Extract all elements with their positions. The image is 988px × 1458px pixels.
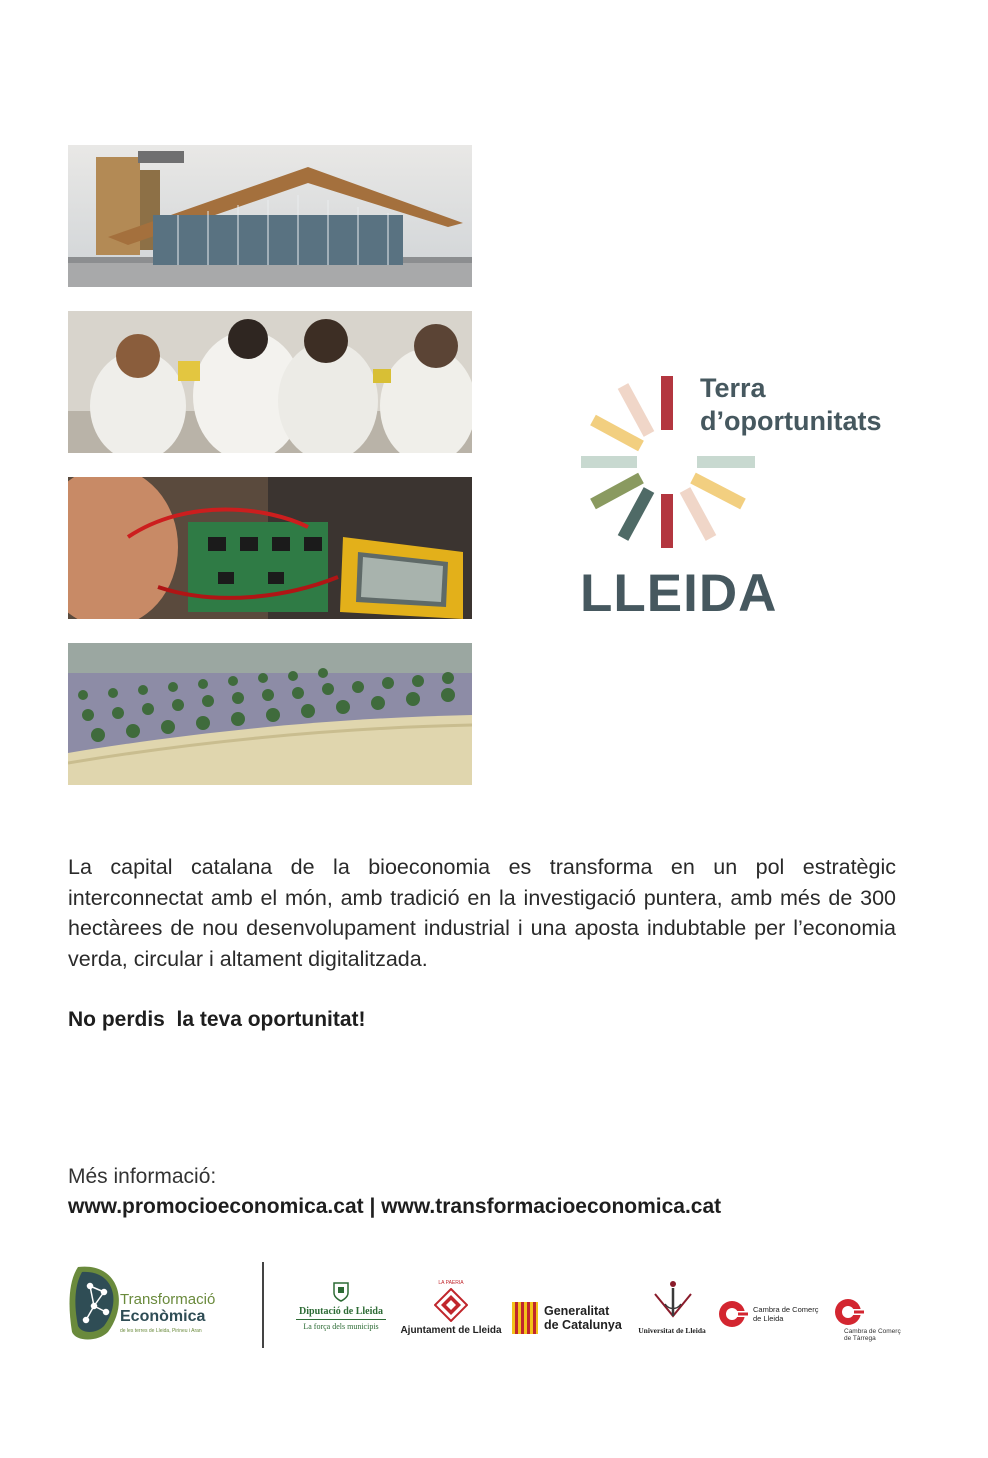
brand-name: LLEIDA [580,564,778,623]
ajuntament-lleida-logo [398,1280,506,1340]
call-to-action: No perdis la teva oportunitat! [68,1008,366,1031]
transformacio-line-3: de les terres de Lleida, Pirineu i Aran [120,1328,202,1334]
cambra-c-icon [718,1300,748,1328]
ajuntament-top: LA PAERIA [438,1280,464,1286]
cambra-tarrega-line-1: Cambra de Comerç [844,1328,901,1335]
tagline-line-2: d’oportunitats [700,406,882,436]
ajuntament-title: Ajuntament de Lleida [400,1325,502,1336]
more-info-links [68,1195,721,1219]
brand-tagline [700,372,881,438]
transformacio-link[interactable]: www.transformacioeconomica.cat [381,1195,722,1218]
generalitat-logo [512,1302,637,1336]
tagline-line-1: Terra [700,373,766,403]
cambra-tarrega-line-2: de Tàrrega [844,1335,876,1342]
universitat-lleida-logo [636,1280,710,1340]
senyera-icon [512,1302,538,1334]
airport-photo [68,145,472,287]
vineyard-photo [68,643,472,785]
diputacio-rule [296,1319,386,1320]
laboratory-photo [68,311,472,453]
transformacio-line-2: Econòmica [120,1308,206,1325]
cambra-c-icon [834,1298,864,1326]
logo-divider [262,1262,264,1348]
transformacio-line-1: Transformació [120,1291,216,1308]
link-separator: | [363,1195,382,1218]
university-emblem-icon [651,1280,695,1322]
cambra-lleida-line-2: de Lleida [753,1314,784,1323]
coat-of-arms-icon [333,1282,349,1302]
generalitat-line-1: Generalitat [544,1304,610,1318]
universitat-title: Universitat de Lleida [638,1326,706,1335]
more-info-label: Més informació: [68,1165,217,1188]
diputacio-title: Diputació de Lleida [299,1306,383,1317]
cambra-lleida-line-1: Cambra de Comerç [753,1305,819,1314]
diputacio-subtitle: La força dels municipis [303,1322,379,1331]
generalitat-line-2: de Catalunya [544,1318,622,1332]
cambra-lleida-logo [718,1300,826,1330]
electronics-photo [68,477,472,619]
promocio-link[interactable]: www.promocioeconomica.cat [68,1195,364,1218]
paeria-diamond-icon [434,1288,468,1322]
transformacio-economica-logo [68,1262,248,1342]
network-leaf-icon [68,1262,128,1342]
intro-paragraph: La capital catalana de la bioeconomia es transforma en un pol estratègic interconnectat amb el món, amb tradició en la investigació puntera, amb més de 300 hectàrees de nou desenvolupament industrial i una aposta indubtable per l’economia verda, circular i altament digitalitzada. [68,855,896,971]
cambra-tarrega-logo [834,1298,910,1344]
diputacio-lleida-logo [292,1282,392,1342]
